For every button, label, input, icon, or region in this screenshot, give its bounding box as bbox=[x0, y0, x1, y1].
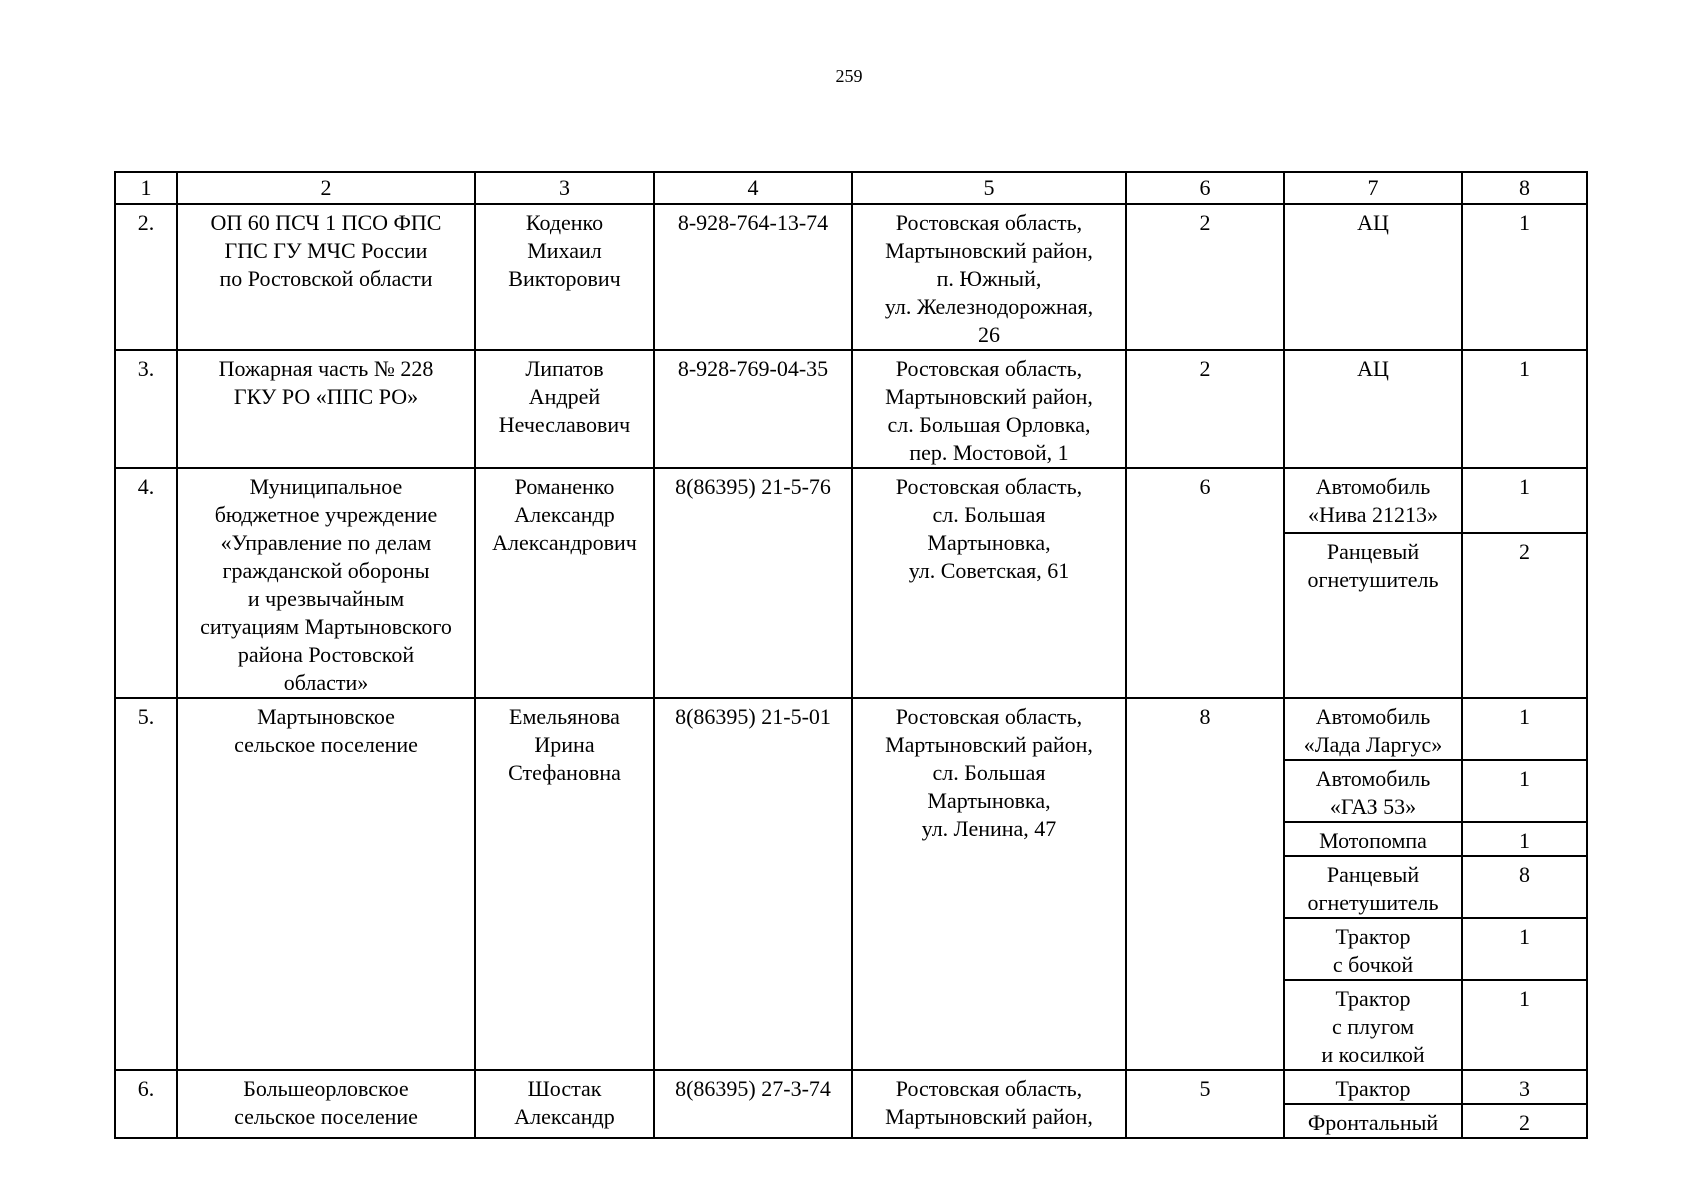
staff-count: 5 bbox=[1126, 1070, 1284, 1138]
row-number: 2. bbox=[115, 204, 177, 350]
cell-line: и чрезвычайным bbox=[247, 586, 405, 611]
cell-line: «ГАЗ 53» bbox=[1329, 794, 1417, 819]
cell-line: области» bbox=[283, 670, 369, 695]
equipment-count: 1 bbox=[1462, 918, 1587, 980]
equipment-name bbox=[1284, 918, 1462, 980]
responsible-person bbox=[475, 1070, 654, 1138]
organization-name bbox=[177, 204, 475, 350]
page-number: 259 bbox=[835, 66, 863, 86]
equipment-count: 2 bbox=[1462, 533, 1587, 698]
cell-line: ул. Советская, 61 bbox=[908, 558, 1070, 583]
cell-line: Ростовская область, bbox=[895, 704, 1083, 729]
equipment-name bbox=[1284, 980, 1462, 1070]
phone-number: 8-928-769-04-35 bbox=[654, 350, 852, 468]
cell-line: бюджетное учреждение bbox=[214, 502, 438, 527]
cell-line: Ранцевый bbox=[1326, 862, 1420, 887]
cell-line: Автомобиль bbox=[1315, 474, 1431, 499]
organization-name bbox=[177, 350, 475, 468]
column-number-row bbox=[115, 172, 1587, 204]
phone-number: 8(86395) 21-5-01 bbox=[654, 698, 852, 1070]
cell-line: Трактор bbox=[1335, 924, 1411, 949]
column-number: 1 bbox=[115, 172, 177, 204]
equipment-count: 1 bbox=[1462, 350, 1587, 468]
responsible-person bbox=[475, 468, 654, 698]
equipment-count: 1 bbox=[1462, 760, 1587, 822]
column-number: 2 bbox=[177, 172, 475, 204]
cell-line: «Нива 21213» bbox=[1307, 502, 1439, 527]
cell-line: по Ростовской области bbox=[219, 266, 433, 291]
cell-line: Емельянова bbox=[509, 704, 620, 729]
equipment-name bbox=[1284, 1070, 1462, 1104]
equipment-count: 8 bbox=[1462, 856, 1587, 918]
cell-line: Мартыновка, bbox=[927, 788, 1051, 813]
phone-number: 8(86395) 27-3-74 bbox=[654, 1070, 852, 1138]
table-row bbox=[115, 468, 1587, 533]
cell-line: Мартыновка, bbox=[927, 530, 1051, 555]
cell-line: Пожарная часть № 228 bbox=[218, 356, 434, 381]
cell-line: Трактор bbox=[1335, 986, 1411, 1011]
cell-line: и косилкой bbox=[1321, 1042, 1425, 1067]
cell-line: Мартыновский район, bbox=[885, 384, 1093, 409]
cell-line: Викторович bbox=[508, 266, 621, 291]
cell-line: 26 bbox=[978, 322, 1000, 347]
table-row bbox=[115, 204, 1587, 350]
column-number: 4 bbox=[654, 172, 852, 204]
cell-line: Автомобиль bbox=[1315, 766, 1431, 791]
cell-line: огнетушитель bbox=[1307, 567, 1439, 593]
organization-name bbox=[177, 468, 475, 698]
cell-line: ГПС ГУ МЧС России bbox=[224, 238, 428, 263]
equipment-name bbox=[1284, 533, 1462, 698]
row-number: 5. bbox=[115, 698, 177, 1070]
cell-line: с бочкой bbox=[1332, 952, 1414, 977]
cell-line: Ирина bbox=[534, 732, 595, 757]
cell-line: Ростовская область, bbox=[895, 1076, 1083, 1101]
cell-line: ГКУ РО «ППС РО» bbox=[233, 384, 419, 409]
organization-name bbox=[177, 698, 475, 1070]
table-row bbox=[115, 350, 1587, 468]
column-number: 6 bbox=[1126, 172, 1284, 204]
cell-line: Стефановна bbox=[508, 760, 621, 785]
cell-line: Мартыновское bbox=[257, 704, 395, 729]
cell-line: АЦ bbox=[1357, 356, 1389, 381]
cell-line: Ростовская область, bbox=[895, 210, 1083, 235]
cell-line: Трактор bbox=[1335, 1076, 1411, 1101]
cell-line: Мартыновский район, bbox=[885, 1104, 1093, 1129]
cell-line: Мартыновский район, bbox=[885, 238, 1093, 263]
cell-line: пер. Мостовой, 1 bbox=[909, 440, 1069, 465]
staff-count: 2 bbox=[1126, 204, 1284, 350]
equipment-name bbox=[1284, 350, 1462, 468]
cell-line: Александр bbox=[514, 502, 615, 527]
column-number: 3 bbox=[475, 172, 654, 204]
equipment-count: 2 bbox=[1462, 1104, 1587, 1138]
equipment-name bbox=[1284, 760, 1462, 822]
responsible-person bbox=[475, 698, 654, 1070]
equipment-count: 3 bbox=[1462, 1070, 1587, 1104]
address bbox=[852, 1070, 1126, 1138]
equipment-name bbox=[1284, 1104, 1462, 1138]
cell-line: Мартыновский район, bbox=[885, 732, 1093, 757]
address bbox=[852, 204, 1126, 350]
staff-count: 8 bbox=[1126, 698, 1284, 1070]
equipment-name bbox=[1284, 698, 1462, 760]
row-number: 4. bbox=[115, 468, 177, 698]
cell-line: сл. Большая bbox=[932, 760, 1046, 785]
cell-line: Ранцевый bbox=[1326, 539, 1420, 565]
phone-number: 8(86395) 21-5-76 bbox=[654, 468, 852, 698]
address bbox=[852, 468, 1126, 698]
equipment-count: 1 bbox=[1462, 980, 1587, 1070]
address bbox=[852, 698, 1126, 1070]
resource-table bbox=[114, 171, 1588, 1139]
cell-line: ОП 60 ПСЧ 1 ПСО ФПС bbox=[210, 210, 442, 235]
equipment-count: 1 bbox=[1462, 698, 1587, 760]
cell-line: гражданской обороны bbox=[222, 558, 430, 583]
cell-line: Андрей bbox=[528, 384, 601, 409]
cell-line: сл. Большая bbox=[932, 502, 1046, 527]
cell-line: «Лада Ларгус» bbox=[1303, 732, 1443, 757]
cell-line: ул. Железнодорожная, bbox=[884, 294, 1094, 319]
cell-line: с плугом bbox=[1332, 1014, 1414, 1039]
cell-line: огнетушитель bbox=[1307, 890, 1439, 915]
staff-count: 2 bbox=[1126, 350, 1284, 468]
equipment-name bbox=[1284, 822, 1462, 856]
row-number: 6. bbox=[115, 1070, 177, 1138]
cell-line: Муниципальное bbox=[249, 474, 403, 499]
cell-line: сл. Большая Орловка, bbox=[887, 412, 1091, 437]
cell-line: сельское поселение bbox=[234, 732, 418, 757]
table-row bbox=[115, 698, 1587, 760]
cell-line: Фронтальный bbox=[1307, 1110, 1439, 1135]
equipment-count: 1 bbox=[1462, 822, 1587, 856]
address bbox=[852, 350, 1126, 468]
cell-line: Липатов bbox=[525, 356, 604, 381]
cell-line: Ростовская область, bbox=[895, 356, 1083, 381]
cell-line: Нечеславович bbox=[498, 412, 631, 437]
cell-line: Автомобиль bbox=[1315, 704, 1431, 729]
cell-line: п. Южный, bbox=[936, 266, 1042, 291]
cell-line: Шостак bbox=[527, 1076, 602, 1101]
column-number: 7 bbox=[1284, 172, 1462, 204]
organization-name bbox=[177, 1070, 475, 1138]
cell-line: Романенко bbox=[514, 474, 615, 499]
column-number: 8 bbox=[1462, 172, 1587, 204]
equipment-name bbox=[1284, 856, 1462, 918]
equipment-count: 1 bbox=[1462, 468, 1587, 533]
cell-line: АЦ bbox=[1357, 210, 1389, 235]
cell-line: «Управление по делам bbox=[220, 530, 432, 555]
phone-number: 8-928-764-13-74 bbox=[654, 204, 852, 350]
cell-line: Александр bbox=[514, 1104, 615, 1129]
cell-line: ул. Ленина, 47 bbox=[921, 816, 1057, 841]
row-number: 3. bbox=[115, 350, 177, 468]
equipment-name bbox=[1284, 204, 1462, 350]
cell-line: Мотопомпа bbox=[1319, 828, 1427, 853]
cell-line: сельское поселение bbox=[234, 1104, 418, 1129]
staff-count: 6 bbox=[1126, 468, 1284, 698]
cell-line: Александрович bbox=[492, 530, 637, 555]
cell-line: Коденко bbox=[525, 210, 604, 235]
responsible-person bbox=[475, 350, 654, 468]
cell-line: Ростовская область, bbox=[895, 474, 1083, 499]
column-number: 5 bbox=[852, 172, 1126, 204]
cell-line: ситуациям Мартыновского bbox=[200, 614, 452, 639]
equipment-name bbox=[1284, 468, 1462, 533]
cell-line: Большеорловское bbox=[243, 1076, 409, 1101]
responsible-person bbox=[475, 204, 654, 350]
cell-line: района Ростовской bbox=[237, 642, 415, 667]
cell-line: Михаил bbox=[527, 238, 602, 263]
table-row bbox=[115, 1070, 1587, 1104]
equipment-count: 1 bbox=[1462, 204, 1587, 350]
